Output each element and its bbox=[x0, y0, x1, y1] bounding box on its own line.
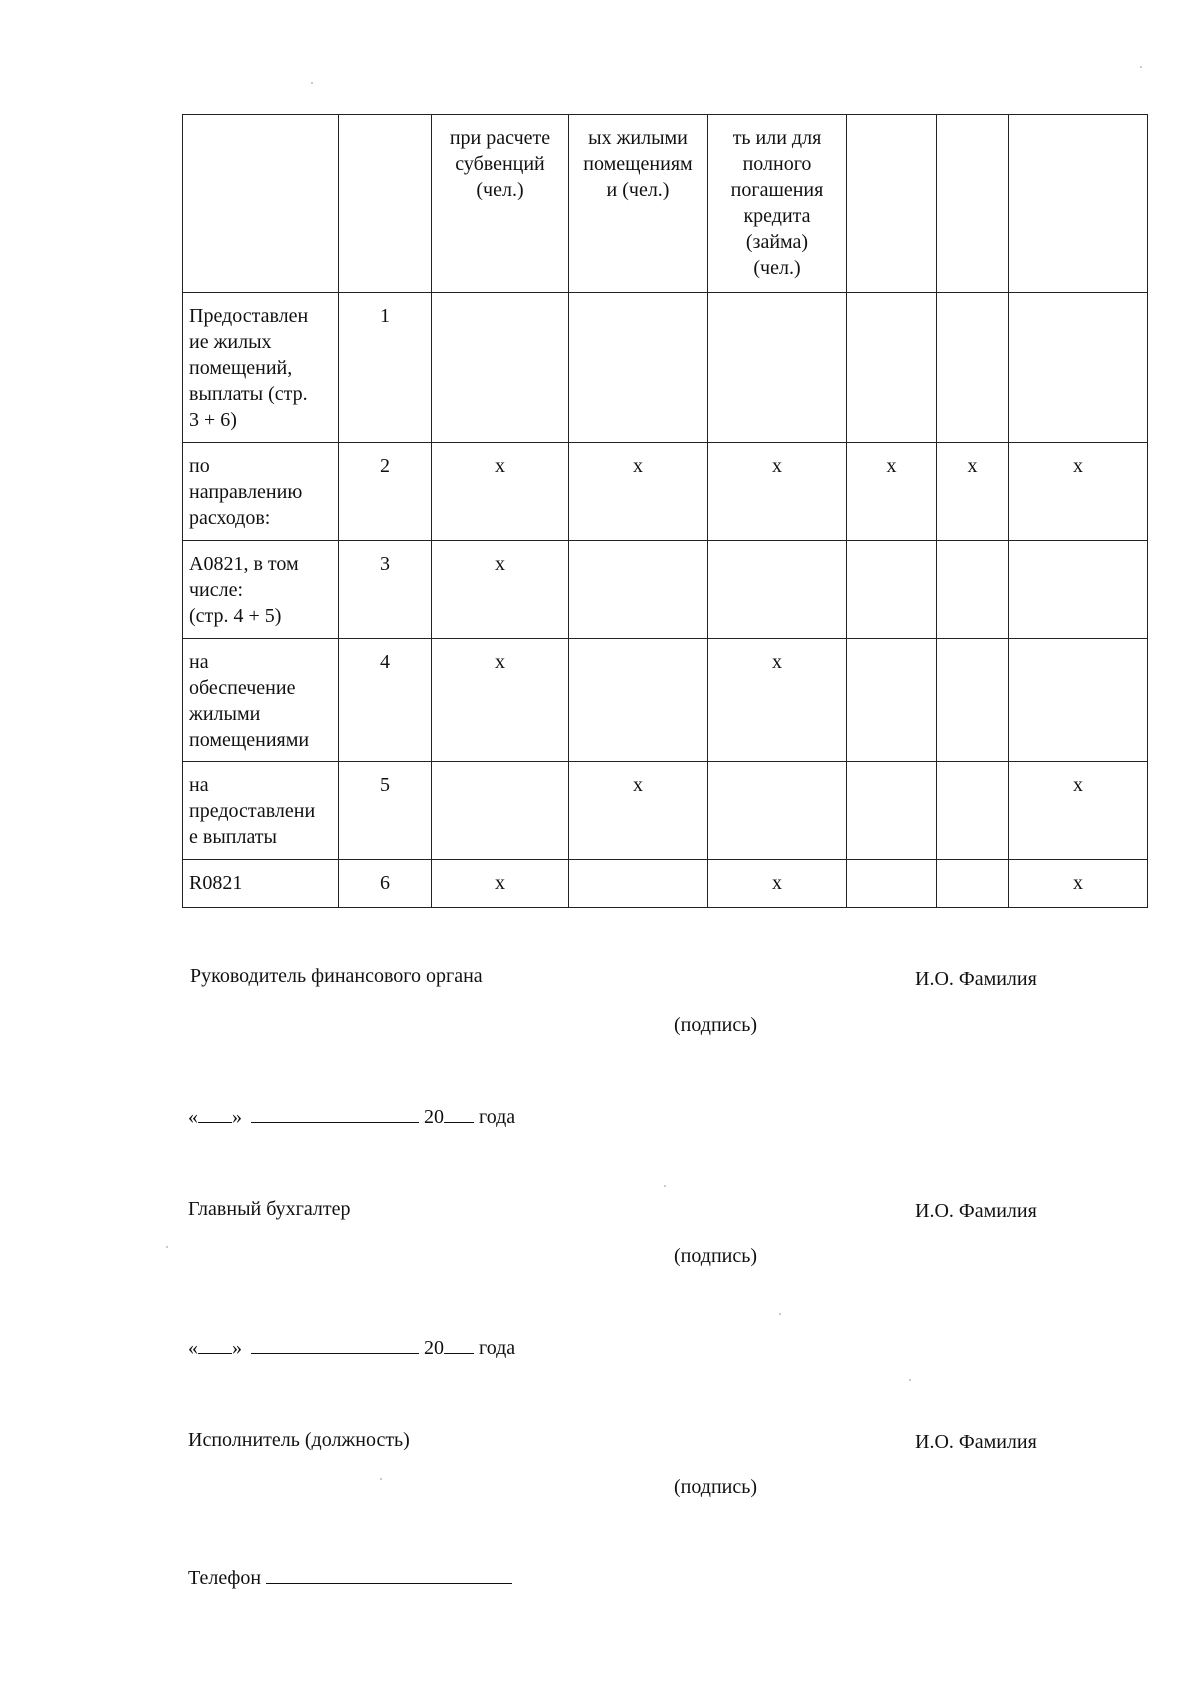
year-suffix: года bbox=[479, 1337, 516, 1359]
scan-speck bbox=[166, 1246, 168, 1248]
scan-speck bbox=[380, 1478, 382, 1480]
table-row bbox=[183, 639, 1148, 762]
table-cell bbox=[937, 541, 1009, 639]
table-cell: x bbox=[569, 443, 708, 541]
phone-label: Телефон bbox=[188, 1567, 262, 1589]
phone-line bbox=[188, 1565, 512, 1591]
table-cell bbox=[1009, 541, 1148, 639]
table-cell bbox=[708, 762, 847, 860]
table-cell bbox=[569, 293, 708, 443]
day-blank bbox=[198, 1335, 232, 1354]
table-cell: x bbox=[708, 860, 847, 908]
accountant-signature-caption: (подпись) bbox=[674, 1245, 758, 1267]
scan-speck bbox=[909, 1379, 911, 1381]
day-blank bbox=[198, 1104, 232, 1123]
header-cell bbox=[1009, 115, 1148, 293]
header-cell bbox=[183, 115, 339, 293]
header-cell: ть или для полного погашения кредита (займа) (чел.) bbox=[708, 115, 847, 293]
row-code: 5 bbox=[339, 762, 432, 860]
row-name: R0821 bbox=[183, 860, 339, 908]
table-cell bbox=[708, 293, 847, 443]
table-cell bbox=[847, 293, 937, 443]
table-cell: x bbox=[432, 541, 569, 639]
table-cell: x bbox=[432, 639, 569, 762]
year-suffix: года bbox=[479, 1106, 516, 1128]
row-code: 2 bbox=[339, 443, 432, 541]
header-cell bbox=[847, 115, 937, 293]
row-code: 1 bbox=[339, 293, 432, 443]
executor-title: Исполнитель (должность) bbox=[188, 1429, 410, 1451]
head-name: И.О. Фамилия bbox=[915, 968, 1037, 990]
row-code: 3 bbox=[339, 541, 432, 639]
executor-name: И.О. Фамилия bbox=[915, 1431, 1037, 1453]
month-blank bbox=[251, 1104, 419, 1123]
table-cell: x bbox=[569, 762, 708, 860]
year-prefix: 20 bbox=[424, 1337, 444, 1359]
table-cell bbox=[937, 762, 1009, 860]
table-cell: x bbox=[1009, 860, 1148, 908]
report-table bbox=[182, 114, 1148, 908]
head-signature-caption: (подпись) bbox=[674, 1014, 758, 1036]
row-name: Предоставлен ие жилых помещений, выплаты (стр. 3 + 6) bbox=[183, 293, 339, 443]
table-cell: x bbox=[432, 860, 569, 908]
head-title: Руководитель финансового органа bbox=[190, 965, 483, 987]
table-cell bbox=[847, 541, 937, 639]
table-cell: x bbox=[847, 443, 937, 541]
date-line-2 bbox=[188, 1335, 515, 1361]
row-name: на предоставлени е выплаты bbox=[183, 762, 339, 860]
row-name: A0821, в том числе: (стр. 4 + 5) bbox=[183, 541, 339, 639]
table-cell: x bbox=[708, 443, 847, 541]
table-cell bbox=[937, 860, 1009, 908]
month-blank bbox=[251, 1335, 419, 1354]
table-cell: x bbox=[937, 443, 1009, 541]
table-cell bbox=[847, 860, 937, 908]
header-row bbox=[183, 115, 1148, 293]
table-row bbox=[183, 762, 1148, 860]
table-cell bbox=[432, 293, 569, 443]
table-cell bbox=[847, 639, 937, 762]
quote-close: » bbox=[232, 1106, 242, 1128]
row-code: 6 bbox=[339, 860, 432, 908]
table-row bbox=[183, 293, 1148, 443]
table-cell bbox=[432, 762, 569, 860]
date-line-1 bbox=[188, 1104, 515, 1130]
scan-speck bbox=[664, 1185, 666, 1187]
table-cell: x bbox=[432, 443, 569, 541]
table-cell bbox=[569, 860, 708, 908]
row-code: 4 bbox=[339, 639, 432, 762]
table-row bbox=[183, 443, 1148, 541]
quote-open: « bbox=[188, 1337, 198, 1359]
year-blank bbox=[444, 1335, 474, 1354]
table-row bbox=[183, 860, 1148, 908]
year-blank bbox=[444, 1104, 474, 1123]
quote-close: » bbox=[232, 1337, 242, 1359]
table-cell bbox=[937, 293, 1009, 443]
accountant-name: И.О. Фамилия bbox=[915, 1200, 1037, 1222]
header-cell: ых жилыми помещениям и (чел.) bbox=[569, 115, 708, 293]
table-cell: x bbox=[1009, 762, 1148, 860]
quote-open: « bbox=[188, 1106, 198, 1128]
header-cell bbox=[339, 115, 432, 293]
table-cell bbox=[847, 762, 937, 860]
table-cell bbox=[569, 639, 708, 762]
table-cell bbox=[937, 639, 1009, 762]
header-cell: при расчете субвенций (чел.) bbox=[432, 115, 569, 293]
header-cell bbox=[937, 115, 1009, 293]
executor-signature-caption: (подпись) bbox=[674, 1476, 758, 1498]
row-name: по направлению расходов: bbox=[183, 443, 339, 541]
table-cell: x bbox=[1009, 443, 1148, 541]
accountant-title: Главный бухгалтер bbox=[188, 1198, 351, 1220]
table-cell bbox=[708, 541, 847, 639]
scan-speck bbox=[311, 82, 313, 84]
table-row bbox=[183, 541, 1148, 639]
phone-blank bbox=[266, 1565, 512, 1584]
table-cell bbox=[1009, 293, 1148, 443]
row-name: на обеспечение жилыми помещениями bbox=[183, 639, 339, 762]
scan-speck bbox=[779, 1313, 781, 1315]
table-cell: x bbox=[708, 639, 847, 762]
year-prefix: 20 bbox=[424, 1106, 444, 1128]
table-cell bbox=[569, 541, 708, 639]
table-cell bbox=[1009, 639, 1148, 762]
scan-speck bbox=[1140, 66, 1142, 68]
